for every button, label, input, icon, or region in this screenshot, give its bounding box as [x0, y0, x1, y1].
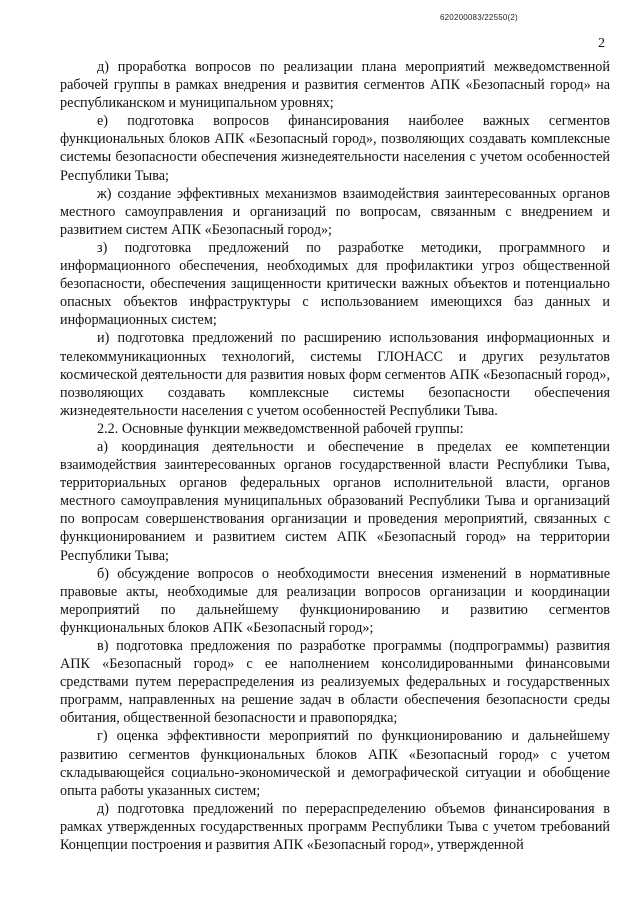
paragraph-e-financing: е) подготовка вопросов финансирования наиболее важных сегментов функциональных блоков АПК «Безопасный город», позволяющих создавать комплексные системы безопасности обеспечения жизнедеятельности населения с учетом особенностей Республики Тыва; — [60, 113, 610, 184]
document-body — [60, 58, 610, 854]
page-number: 2 — [598, 36, 605, 51]
paragraph-z-methodology: з) подготовка предложений по разработке методики, программного и информационного обеспечения, необходимых для профилактики угроз общественной безопасности, обеспечения защищенности критически важных объектов и потенциально опасных объектов инфраструктуры с использованием имеющихся баз данных и информационных систем; — [60, 239, 610, 329]
paragraph-v-program: в) подготовка предложения по разработке программы (подпрограммы) развития АПК «Безопасный город» с ее наполнением консолидированными финансовыми средствами путем перераспределения из реализуемых федеральных и государственных программ, направленных на решение задач в области обеспечения безопасности среды обитания, общественной безопасности и правопорядка; — [60, 638, 610, 727]
paragraph-d-redistribution: д) подготовка предложений по перераспределению объемов финансирования в рамках утвержденных государственных программ Республики Тыва с учетом требований Концепции построения и развития АПК «Безопасный город», утвержденной — [60, 800, 610, 854]
paragraph-a-coordination: а) координация деятельности и обеспечение в пределах ее компетенции взаимодействия заинтересованных органов государственной власти Республики Тыва, территориальных органов федеральных органов исполнительной власти, органов местного самоуправления муниципальных образований Республики Тыва и организаций по вопросам совершенствования организации и проведения мероприятий, связанных с функционированием и развитием систем АПК «Безопасный город» на территории Республики Тыва; — [60, 438, 610, 564]
paragraph-b-legislation: б) обсуждение вопросов о необходимости внесения изменений в нормативные правовые акты, необходимые для реализации вопросов организации и координации мероприятий по дальнейшему функционированию и развитию сегментов функциональных блоков АПК «Безопасный город»; — [60, 565, 610, 636]
paragraph-d-working-plan: д) проработка вопросов по реализации плана мероприятий межведомственной рабочей группы в рамках внедрения и развития сегментов АПК «Безопасный город» на республиканском и муниципальном уровнях; — [60, 59, 610, 112]
paragraph-zh-mechanisms: ж) создание эффективных механизмов взаимодействия заинтересованных органов местного самоуправления и организаций по вопросам, связанным с внедрением и развитием систем АПК «Безопасный город»; — [60, 185, 610, 238]
paragraph-g-evaluation: г) оценка эффективности мероприятий по функционированию и дальнейшему развитию сегментов функциональных блоков АПК «Безопасный город» с учетом складывающейся социально-экономической и демографической ситуации и обобщение опыта работы указанных систем; — [60, 728, 610, 799]
document-id: 620200083/22550(2) — [440, 13, 518, 22]
section-heading-2-2: 2.2. Основные функции межведомственной рабочей группы: — [97, 420, 464, 437]
paragraph-i-technologies: и) подготовка предложений по расширению использования информационных и телекоммуникационных технологий, системы ГЛОНАСС и других результатов космической деятельности для развития новых форм сегментов АПК «Безопасный город», позволяющих создавать комплексные системы безопасности обеспечения жизнедеятельности населения с учетом особенностей Республики Тыва. — [60, 330, 610, 419]
